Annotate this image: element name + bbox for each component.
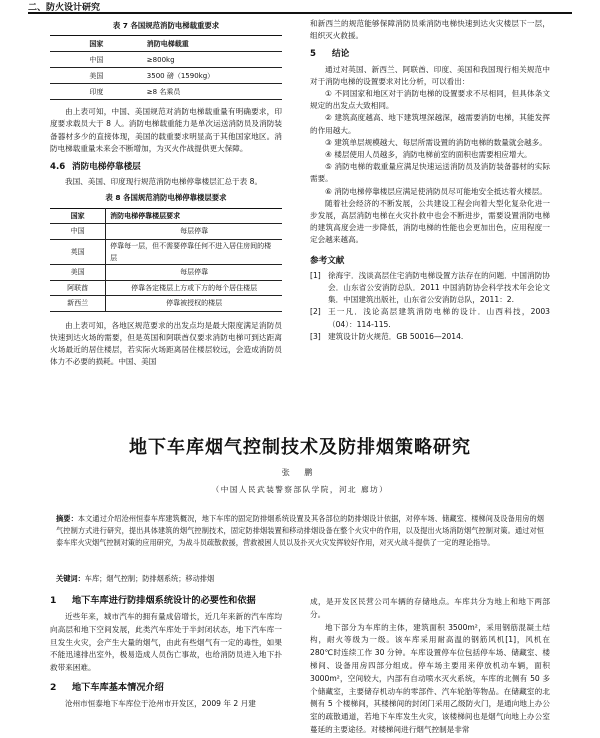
section-heading-1 xyxy=(50,594,282,608)
paragraph: 成，是开发区民营公司车辆的存储地点。车库共分为地上和地下两部分。 xyxy=(310,597,550,619)
table-cell: 3500 磅（1590kg） xyxy=(143,68,282,84)
section-title: 地下车库进行防排烟系统设计的必要性和依据 xyxy=(72,595,256,606)
running-header: 二、防火设计研究 xyxy=(28,3,101,13)
table-row xyxy=(50,224,282,240)
paragraph: 近些年来，城市汽车的拥有量成倍增长，近几年来新的汽车库均向高层和地下空间发展，此类汽车库处于半封闭状态，地下汽车库一旦发生火灾，会产生大量的烟气，由此有些烟气有一定的毒性，如果不能迅速排出室外，极易造成人员伤亡事故，也给消防员进入地下扑救带来困难。 xyxy=(50,612,282,673)
section-heading-4-6 xyxy=(50,161,282,173)
conclusion-item: ② 建筑高度越高、地下建筑埋深越深，越需要消防电梯，其能发挥的作用越大。 xyxy=(310,113,550,135)
table8 xyxy=(50,208,282,312)
table8-caption: 表 8 各国规范消防电梯停靠楼层要求 xyxy=(105,193,227,203)
paragraph: 沧州市恒泰地下车库位于沧州市开发区，2009 年 2 月建 xyxy=(65,698,256,708)
table-cell: 美国 xyxy=(50,68,143,84)
reference-number: [1] xyxy=(310,270,321,280)
abstract-text: 本文通过介绍沧州恒泰车库建筑概况，地下车库的固定防排烟系统设置及其各部位的防排烟设计依据，对停车场、储藏室、楼梯间及设备用房的烟气控制方式进行研究，提出具体建筑的烟气控制技术，固定防排烟装置和移动排烟设备在整个火灾中的作用，以及提出火场消防烟气控制对策。通过对恒泰车库火灾烟气控制对策的应用研究，为战斗员疏散救援，营救被困人员以及扑灭火灾发挥较好作用，对灭火战斗提供了一定的理论指导。 xyxy=(56,514,544,547)
reference-text: 建筑设计防火规范．GB 50016—2014. xyxy=(328,331,464,341)
section-title: 结论 xyxy=(332,49,350,60)
table7-caption: 表 7 各国规范消防电梯载重要求 xyxy=(112,21,220,30)
reference-number: [2] xyxy=(310,307,321,317)
keywords-text: 车库；烟气控制；防排烟系统；移动排烟 xyxy=(84,574,215,583)
header-rule xyxy=(28,12,572,14)
reference-item xyxy=(310,270,550,307)
section-title: 地下车库基本情况介绍 xyxy=(72,681,164,693)
table-cell: 每层停靠 xyxy=(106,224,282,240)
section-heading-5 xyxy=(310,48,550,60)
article-author: 张 鹏 xyxy=(281,468,319,477)
section-number: 5 xyxy=(310,49,316,60)
table7-header: 消防电梯载重 xyxy=(143,36,282,52)
section-number: 4.6 xyxy=(50,162,66,173)
section-number: 1 xyxy=(50,595,57,606)
reference-number: [3] xyxy=(310,331,321,341)
conclusion-item: ③ 建筑单层规模越大、每层所需设置的消防电梯的数量就会越多。 xyxy=(325,137,547,147)
paragraph: 由上表可知，中国、美国规范对消防电梯载重量有明确要求，印度要求载员大于 8 人。消防电梯载重能力是单次运送消防员及消防装备器材多少的直接体现，美国的载重要求明显高于其他国家地区。消防电梯载重量未来会不断增加，为灭火作战提供更大保障。 xyxy=(50,107,282,153)
table-cell: 美国 xyxy=(50,265,106,281)
table-cell: 阿联酋 xyxy=(50,280,106,296)
article-right-column xyxy=(310,596,550,737)
keywords xyxy=(56,574,544,584)
abstract xyxy=(56,513,544,548)
conclusion-item: ⑥ 消防电梯停靠楼层应满足使消防员尽可能地安全抵达着火楼层。 xyxy=(325,186,547,196)
table-row xyxy=(50,84,282,100)
reference-item xyxy=(310,331,550,343)
paragraph: 由上表可知，各地区规范要求的出发点均是最大限度满足消防员快速到达火场的需要，但是英国和阿联酋仅要求消防电梯可到达距离火场最近的居住楼层，若实际火场距离居住楼层较远，会造成消防员体力不必要的损耗。中国、美国 xyxy=(50,320,282,367)
table-cell: ≥800kg xyxy=(143,52,282,68)
table-cell: 新西兰 xyxy=(50,296,106,312)
reference-item xyxy=(310,306,550,330)
paragraph: 我国、美国、印度现行规范消防电梯停靠楼层汇总于表 8。 xyxy=(65,177,263,187)
table8-header: 国家 xyxy=(50,208,106,224)
table-row xyxy=(50,280,282,296)
article-title: 地下车库烟气控制技术及防排烟策略研究 xyxy=(129,437,471,458)
section-number: 2 xyxy=(50,681,57,693)
article-left-column xyxy=(50,594,282,711)
abstract-label: 摘要： xyxy=(56,514,78,523)
table8-header: 消防电梯停靠楼层要求 xyxy=(106,208,282,224)
paragraph: 通过对英国、新西兰、阿联酋、印度、美国和我国现行相关规范中对于消防电梯的设置要求对比分析，可以看出： xyxy=(310,64,550,86)
table-row xyxy=(50,239,282,264)
table-cell: 停靠各定楼层上方或下方的每个居住楼层 xyxy=(106,280,282,296)
table-cell: 英国 xyxy=(50,239,106,264)
section-title: 消防电梯停靠楼层 xyxy=(72,162,141,173)
right-column xyxy=(310,18,550,343)
table-cell: 每层停靠 xyxy=(106,265,282,281)
table-cell: 中国 xyxy=(50,224,106,240)
table7 xyxy=(50,35,282,100)
table-cell: ≥8 名乘员 xyxy=(143,84,282,100)
conclusion-item: ① 不同国家和地区对于消防电梯的设置要求不尽相同，但具体条文规定的出发点大致相同。 xyxy=(310,89,550,111)
keywords-label: 关键词： xyxy=(56,574,85,583)
table-row xyxy=(50,296,282,312)
table-cell: 中国 xyxy=(50,52,143,68)
table-cell: 停靠每一层，但不需要停靠任何不进入居住房间的楼层 xyxy=(106,239,282,264)
paragraph: 和新西兰的规范能够保障消防员乘消防电梯快速到达火灾楼层下一层，组织灭火救援。 xyxy=(310,19,550,41)
table-row xyxy=(50,52,282,68)
table-row xyxy=(50,68,282,84)
section-heading-2 xyxy=(50,681,282,695)
reference-text: 王一凡．浅论高层建筑消防电梯的设计．山西科技，2003（04）：114-115. xyxy=(328,307,550,329)
reference-text: 徐海宇．浅谈高层住宅消防电梯设置方法存在的问题．中国消防协会．山东省公安消防总队．2011 中国消防协会科学技术年会论文集．中国建筑出版社，山东省公安消防总队，2011：2. xyxy=(328,270,550,305)
paragraph: 随着社会经济的不断发展，公共建设工程会向着大型化复杂化进一步发展，高层消防电梯在火灾扑救中也会不断进步，需要设置消防电梯的建筑高度会进一步降低，消防电梯的性能也会更加出色，应用程度一定会越来越高。 xyxy=(310,198,550,245)
table-cell: 印度 xyxy=(50,84,143,100)
conclusion-item: ④ 楼层使用人员越多，消防电梯前室的面积也需要相应增大。 xyxy=(325,150,532,160)
references-heading: 参考文献 xyxy=(310,255,345,266)
conclusion-item: ⑤ 消防电梯的载重量应满足快速运送消防员及消防装备器材的实际需要。 xyxy=(310,162,550,184)
left-column xyxy=(50,18,282,368)
paragraph: 地下部分为车库的主体，建筑面积 3500m²，采用钢筋混凝土结构，耐火等级为一级。该车库采用耐高温的钢筋风机[1]，风机在 280℃时连续工作 30 分钟。车库设置停车位包括停车场、储藏室、楼梯间、设备用房四部分组成。停车场主要用来停放机动车辆，面积 3000m²，空间较大，内部有自动喷水灭火系统，车库的北侧有 50 多个储藏室，主要储存机动车的零部件、汽车轮胎等物品。在储藏室的北侧有 5 个楼梯间，其楼梯间的封闭门采用乙级防火门，是通向地上办公室的疏散通道，若地下车库发生火灾，该楼梯间也是烟气向地上办公室蔓延的主要途径。对楼梯间进行烟气控制是非常 xyxy=(310,622,550,734)
table-cell: 停靠被授权的楼层 xyxy=(106,296,282,312)
article-affiliation: （中国人民武装警察部队学院，河北 廊坊） xyxy=(211,485,389,494)
table7-header: 国家 xyxy=(50,36,143,52)
table-row xyxy=(50,265,282,281)
